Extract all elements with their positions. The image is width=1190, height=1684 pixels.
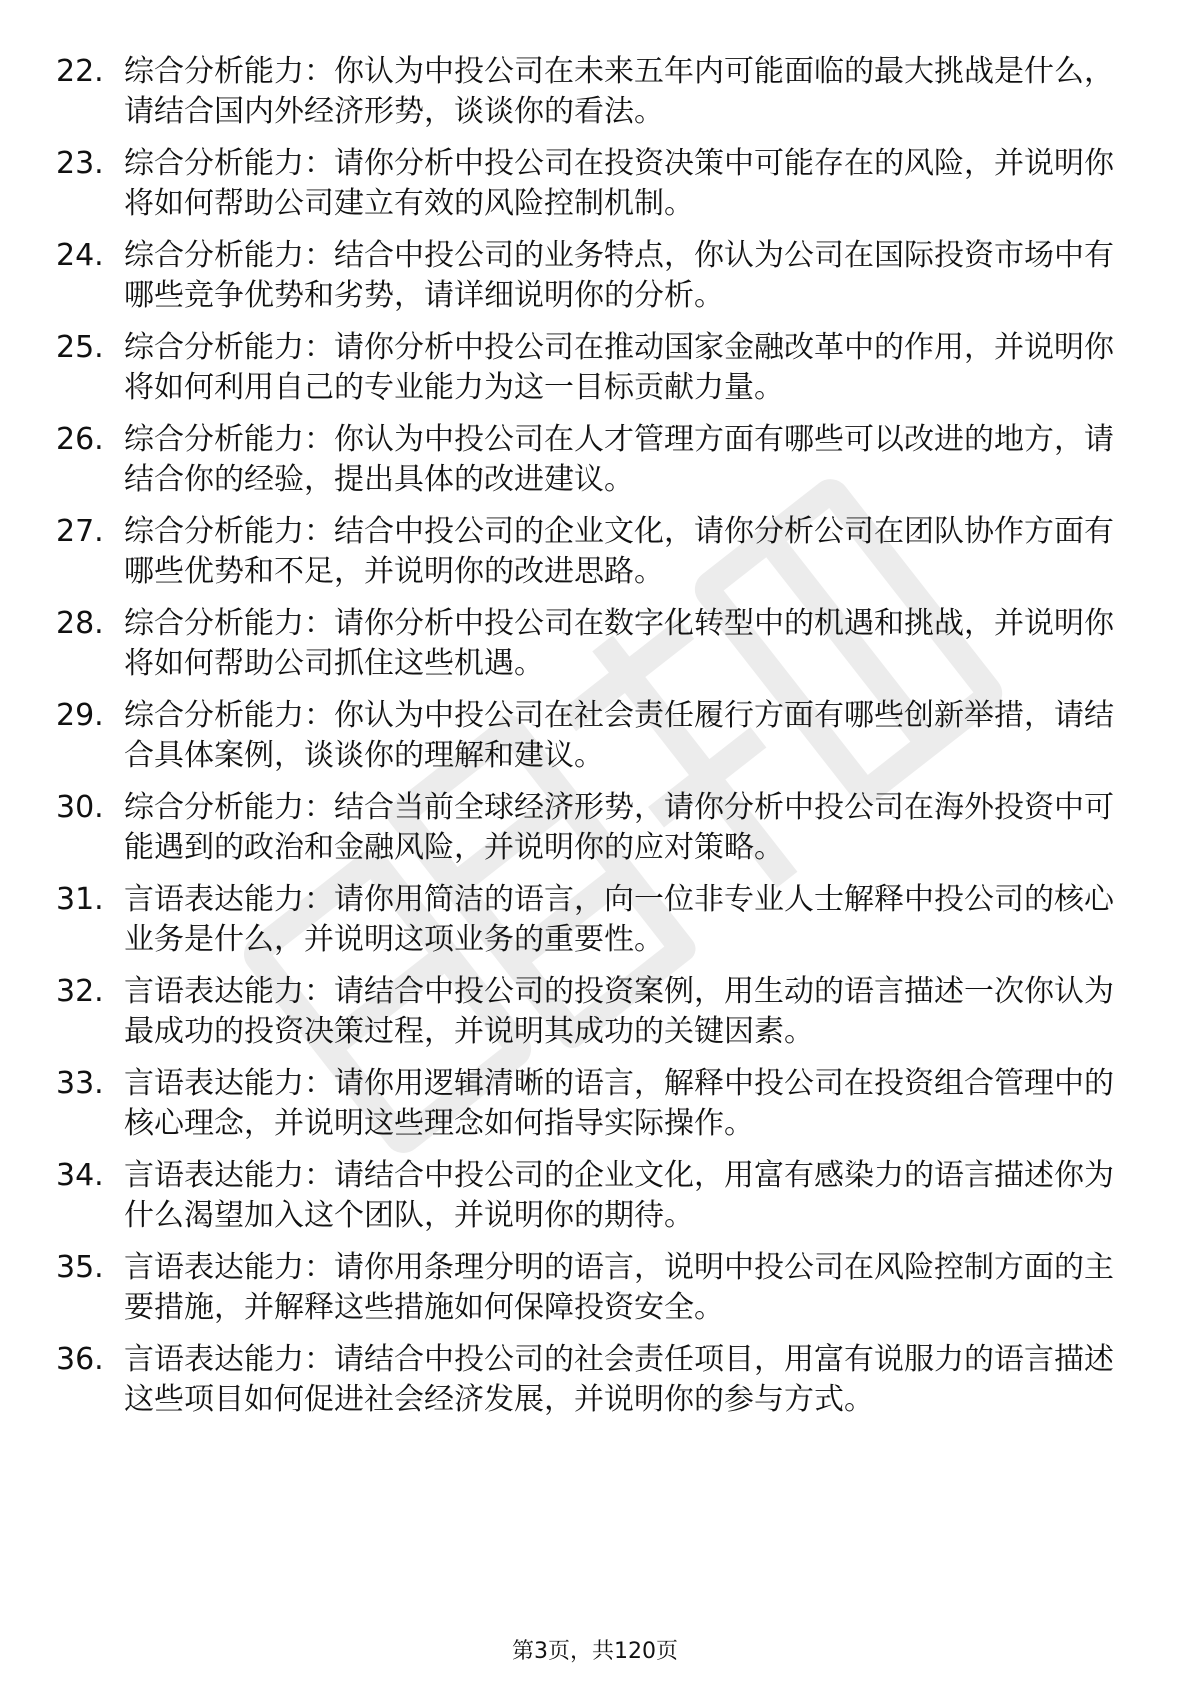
question-number: 30. (56, 790, 104, 825)
question-item (56, 1340, 1116, 1420)
question-item (56, 1248, 1116, 1328)
question-number: 22. (56, 54, 104, 89)
question-list (56, 52, 1116, 1432)
question-number: 32. (56, 974, 104, 1009)
question-text: 综合分析能力：请你分析中投公司在投资决策中可能存在的风险，并说明你将如何帮助公司建立有效的风险控制机制。 (124, 146, 1114, 221)
question-item (56, 1156, 1116, 1236)
question-text: 言语表达能力：请结合中投公司的投资案例，用生动的语言描述一次你认为最成功的投资决策过程，并说明其成功的关键因素。 (124, 974, 1114, 1049)
question-item (56, 880, 1116, 960)
question-text: 言语表达能力：请结合中投公司的企业文化，用富有感染力的语言描述你为什么渴望加入这个团队，并说明你的期待。 (124, 1158, 1114, 1233)
question-number: 28. (56, 606, 104, 641)
question-item (56, 512, 1116, 592)
question-number: 36. (56, 1342, 104, 1377)
page-number-label: 第3页，共120页 (512, 1639, 678, 1664)
question-item (56, 144, 1116, 224)
question-number: 24. (56, 238, 104, 273)
question-number: 35. (56, 1250, 104, 1285)
question-text: 综合分析能力：你认为中投公司在未来五年内可能面临的最大挑战是什么，请结合国内外经济形势，谈谈你的看法。 (124, 54, 1114, 129)
question-item (56, 972, 1116, 1052)
question-number: 34. (56, 1158, 104, 1193)
question-item (56, 236, 1116, 316)
question-text: 言语表达能力：请你用条理分明的语言，说明中投公司在风险控制方面的主要措施，并解释这些措施如何保障投资安全。 (124, 1250, 1114, 1325)
question-item (56, 420, 1116, 500)
question-item (56, 788, 1116, 868)
question-text: 综合分析能力：你认为中投公司在社会责任履行方面有哪些创新举措，请结合具体案例，谈谈你的理解和建议。 (124, 698, 1114, 773)
question-text: 言语表达能力：请结合中投公司的社会责任项目，用富有说服力的语言描述这些项目如何促进社会经济发展，并说明你的参与方式。 (124, 1342, 1114, 1417)
question-number: 25. (56, 330, 104, 365)
question-text: 综合分析能力：你认为中投公司在人才管理方面有哪些可以改进的地方，请结合你的经验，提出具体的改进建议。 (124, 422, 1114, 497)
question-text: 综合分析能力：请你分析中投公司在数字化转型中的机遇和挑战，并说明你将如何帮助公司抓住这些机遇。 (124, 606, 1114, 681)
question-number: 27. (56, 514, 104, 549)
question-item (56, 52, 1116, 132)
question-text: 综合分析能力：结合中投公司的企业文化，请你分析公司在团队协作方面有哪些优势和不足，并说明你的改进思路。 (124, 514, 1114, 589)
question-text: 综合分析能力：结合中投公司的业务特点，你认为公司在国际投资市场中有哪些竞争优势和劣势，请详细说明你的分析。 (124, 238, 1114, 313)
page-footer (0, 1638, 1190, 1666)
question-text: 综合分析能力：结合当前全球经济形势，请你分析中投公司在海外投资中可能遇到的政治和金融风险，并说明你的应对策略。 (124, 790, 1114, 865)
question-text: 言语表达能力：请你用简洁的语言，向一位非专业人士解释中投公司的核心业务是什么，并说明这项业务的重要性。 (124, 882, 1114, 957)
question-item (56, 328, 1116, 408)
question-number: 29. (56, 698, 104, 733)
question-number: 31. (56, 882, 104, 917)
question-number: 33. (56, 1066, 104, 1101)
question-text: 言语表达能力：请你用逻辑清晰的语言，解释中投公司在投资组合管理中的核心理念，并说明这些理念如何指导实际操作。 (124, 1066, 1114, 1141)
question-text: 综合分析能力：请你分析中投公司在推动国家金融改革中的作用，并说明你将如何利用自己的专业能力为这一目标贡献力量。 (124, 330, 1114, 405)
question-number: 23. (56, 146, 104, 181)
question-item (56, 1064, 1116, 1144)
question-item (56, 604, 1116, 684)
question-item (56, 696, 1116, 776)
question-number: 26. (56, 422, 104, 457)
